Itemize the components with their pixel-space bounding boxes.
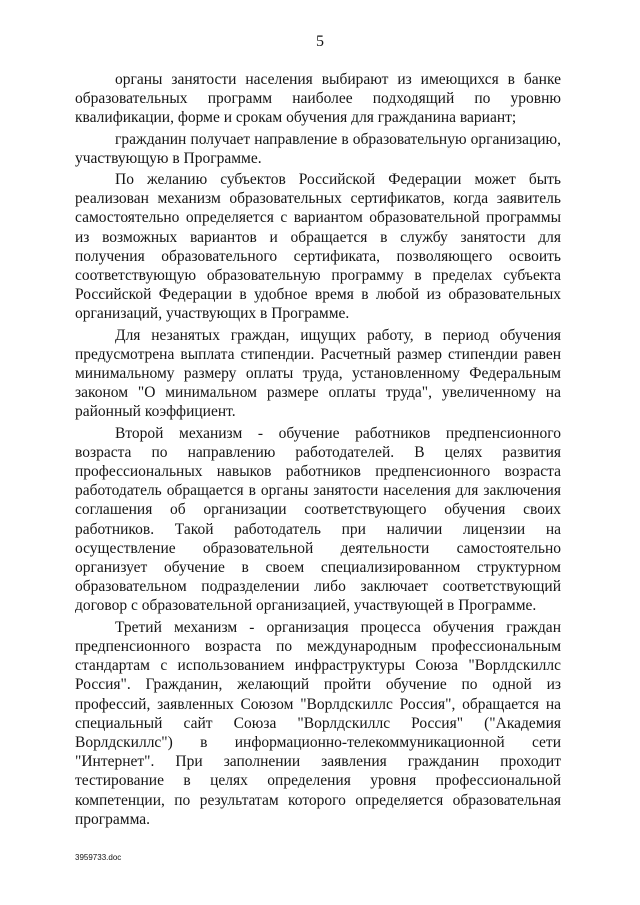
document-body <box>75 70 561 829</box>
page-number: 5 <box>316 33 324 50</box>
paragraph: Третий механизм - организация процесса обучения граждан предпенсионного возраста по международным профессиональным стандартам с использованием инфраструктуры Союза "Ворлдскиллс Россия". Гражданин, желающий пройти обучение по одной из профессий, заявленных Союзом "Ворлдскиллс Россия", обращается на специальный сайт Союза "Ворлдскиллс Россия" ("Академия Ворлдскиллс") в информационно-телекоммуникационной сети "Интернет". При заполнении заявления гражданин проходит тестирование в целях определения уровня профессиональной компетенции, по результатам которого определяется образовательная программа. <box>75 618 561 828</box>
paragraph: По желанию субъектов Российской Федерации может быть реализован механизм образовательных сертификатов, когда заявитель самостоятельно определяется с вариантом образовательной программы из возможных вариантов и обращается в службу занятости для получения образовательного сертификата, позволяющего освоить соответствующую образовательную программу в пределах субъекта Российской Федерации в удобное время в любой из образовательных организаций, участвующих в Программе. <box>75 171 561 323</box>
document-file-reference: 3959733.doc <box>75 853 122 862</box>
paragraph: гражданин получает направление в образовательную организацию, участвующую в Программе. <box>75 130 561 167</box>
paragraph: Для незанятых граждан, ищущих работу, в период обучения предусмотрена выплата стипендии. Расчетный размер стипендии равен минимальному размеру оплаты труда, установленному Федеральным законом "О минимальном размере оплаты труда", увеличенному на районный коэффициент. <box>75 326 561 421</box>
paragraph: Второй механизм - обучение работников предпенсионного возраста по направлению работодателей. В целях развития профессиональных навыков работников предпенсионного возраста работодатель обращается в органы занятости населения для заключения соглашения об организации соответствующего обучения своих работников. Такой работодатель при наличии лицензии на осуществление образовательной деятельности самостоятельно организует обучение в своем специализированном структурном образовательном подразделении либо заключает соответствующий договор с образовательной организацией, участвующей в Программе. <box>75 424 561 615</box>
paragraph: органы занятости населения выбирают из имеющихся в банке образовательных программ наиболее подходящий по уровню квалификации, форме и срокам обучения для гражданина вариант; <box>75 71 561 127</box>
